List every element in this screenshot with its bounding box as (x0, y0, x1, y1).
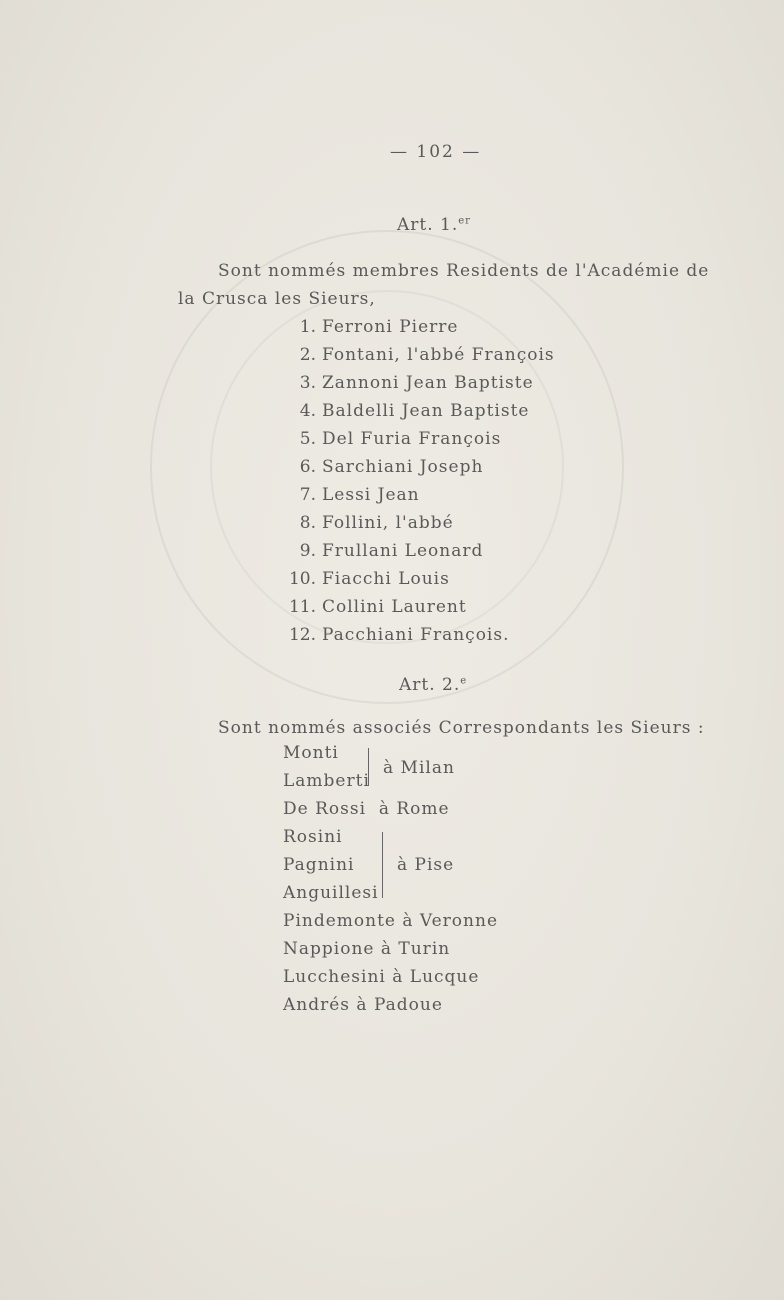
member-name: Sarchiani Joseph (322, 457, 484, 477)
article-2-heading-text: Art. 2. (399, 675, 461, 695)
member-number: 6. (299, 457, 316, 477)
member-name: Fontani, l'abbé François (322, 345, 555, 365)
milan-brace (368, 748, 369, 786)
correspondent-monti: Monti (283, 743, 339, 763)
member-name: Follini, l'abbé (322, 513, 454, 533)
correspondent-anguillesi: Anguillesi (283, 883, 379, 903)
member-number: 7. (299, 485, 316, 505)
article-1-intro-line1: Sont nommés membres Residents de l'Académie de (218, 261, 710, 281)
city-pise: à Pise (397, 855, 455, 875)
article-1-intro-line2: la Crusca les Sieurs, (178, 289, 376, 309)
correspondent-rosini: Rosini (283, 827, 343, 847)
correspondent-de-rossi: De Rossi à Rome (283, 799, 450, 819)
article-1-heading (397, 215, 471, 235)
member-number: 3. (299, 373, 316, 393)
article-1-heading-sup: er (458, 215, 471, 227)
correspondent-nappione: Nappione à Turin (283, 939, 451, 959)
member-number: 12. (288, 625, 316, 645)
member-number: 4. (299, 401, 316, 421)
article-2-heading (399, 675, 467, 695)
member-number: 8. (299, 513, 316, 533)
member-name: Del Furia François (322, 429, 502, 449)
member-name: Fiacchi Louis (322, 569, 450, 589)
member-name: Collini Laurent (322, 597, 467, 617)
member-number: 2. (299, 345, 316, 365)
member-name: Ferroni Pierre (322, 317, 459, 337)
member-number: 11. (288, 597, 316, 617)
member-name: Lessi Jean (322, 485, 420, 505)
member-number: 10. (288, 569, 316, 589)
city-milan: à Milan (383, 758, 455, 778)
member-number: 1. (299, 317, 316, 337)
member-name: Pacchiani François. (322, 625, 510, 645)
article-2-intro: Sont nommés associés Correspondants les Sieurs : (218, 718, 705, 738)
article-2-heading-sup: e (460, 675, 468, 687)
member-name: Frullani Leonard (322, 541, 484, 561)
member-name: Zannoni Jean Baptiste (322, 373, 534, 393)
correspondent-lamberti: Lamberti (283, 771, 370, 791)
member-number: 9. (299, 541, 316, 561)
correspondent-lucchesini: Lucchesini à Lucque (283, 967, 480, 987)
correspondent-andres: Andrés à Padoue (283, 995, 443, 1015)
article-1-heading-text: Art. 1. (397, 215, 459, 235)
correspondent-pagnini: Pagnini (283, 855, 355, 875)
pise-brace (378, 832, 383, 898)
member-number: 5. (299, 429, 316, 449)
page-number: — 102 — (390, 142, 482, 162)
correspondent-pindemonte: Pindemonte à Veronne (283, 911, 499, 931)
member-name: Baldelli Jean Baptiste (322, 401, 530, 421)
